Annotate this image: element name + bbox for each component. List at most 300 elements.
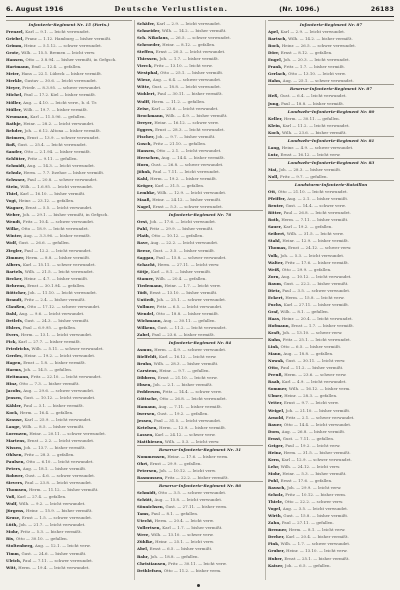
casualty-entry — [6, 521, 132, 528]
casualty-name: Kruse, — [6, 515, 21, 521]
casualty-details: Fritz — 1.7. — bisher vermißt. — [283, 64, 346, 70]
casualty-entry — [268, 308, 394, 315]
casualty-name: Ott, — [268, 189, 277, 195]
casualty-details: Karl — 8.1. — bisher vermißt. — [151, 268, 212, 274]
casualty-entry — [137, 403, 263, 410]
casualty-name: Rix, — [6, 536, 15, 542]
casualty-name: Brandt, — [6, 296, 23, 302]
casualty-details: Joh. — 10.12. — leicht verw. — [159, 467, 217, 473]
casualty-name: Roth, — [268, 217, 281, 223]
casualty-entry — [268, 470, 394, 477]
casualty-name: Heeschen, — [137, 154, 161, 160]
casualty-details: Wilh. — 8.5. — bisher vermißt. — [22, 423, 85, 429]
casualty-name: Hansen, — [137, 147, 156, 153]
casualty-name: Tams, — [137, 511, 150, 517]
casualty-entry — [268, 100, 394, 107]
casualty-details: Otto — 6.5. — bisher vermißt. — [280, 344, 342, 350]
casualty-entry — [137, 83, 263, 90]
casualty-details: Wilh. — 24.12. — leicht verw. — [280, 463, 341, 469]
casualty-name: Behrens, — [6, 282, 26, 288]
casualty-name: Zabel, — [137, 332, 151, 338]
section-heading: Infanterie-Regiment Nr. 76 — [137, 210, 263, 218]
casualty-name: Bielfeldt, — [137, 354, 158, 360]
casualty-name: Heitmann, — [6, 374, 30, 380]
casualty-entry — [137, 203, 263, 210]
casualty-entry — [268, 364, 394, 371]
casualty-details: Wilh. — 28.3. — bisher vermißt. — [153, 361, 219, 367]
section-heading: Reserve-Infanterie-Regiment Nr. 86 — [137, 481, 263, 489]
casualty-details: Wilh. — 15.5. Bremen — leicht verw. — [21, 50, 96, 56]
casualty-name: Dethlefsen, — [137, 567, 163, 573]
casualty-name: Nissen, — [6, 444, 23, 450]
casualty-entry — [6, 465, 132, 472]
casualty-details: Paul — 27.11. — gefallen. — [281, 520, 334, 526]
casualty-name: Sommer, — [268, 386, 288, 392]
casualty-name: Ohrt, — [137, 460, 149, 466]
casualty-name: Ernst, — [268, 435, 282, 441]
casualty-entry — [268, 129, 394, 136]
casualty-name: Lorenzen, — [6, 430, 29, 436]
casualty-details: Paul — 17.2. Kiel — bisher vermißt. — [23, 92, 97, 98]
casualty-name: Jacobs, — [6, 388, 22, 394]
casualty-name: Sander, — [6, 148, 23, 154]
casualty-name: Vogt, — [6, 198, 18, 204]
casualty-entry — [6, 239, 132, 246]
casualty-name: Christiansen, — [137, 560, 167, 566]
casualty-details: Karl — 12.9. — schwer verwundet. — [281, 456, 352, 462]
casualty-details: Karl — 25.9. — leicht verwundet. — [24, 416, 92, 422]
casualty-details: Otto — 6.10. — leicht verwundet. — [26, 458, 94, 464]
casualty-entry — [137, 467, 263, 474]
casualty-details: Paul — 23.8. — leicht verwundet. — [24, 480, 93, 486]
casualty-entry — [6, 507, 132, 514]
casualty-entry — [137, 395, 263, 402]
casualty-details: Karl — 1.7. — bisher vermißt. — [162, 525, 223, 531]
column-left — [6, 20, 132, 580]
casualty-entry — [137, 381, 263, 388]
casualty-details: Otto — 11.2. — bisher verm. — [163, 567, 222, 573]
casualty-entry — [137, 474, 263, 481]
casualty-name: Hinz, — [6, 381, 18, 387]
casualty-details: Heinr. — 4.9. — schwer verwundet. — [281, 144, 354, 150]
casualty-entry — [268, 216, 394, 223]
casualty-details: Wilh. — 5.3. — leicht verw. — [164, 438, 220, 444]
casualty-entry — [137, 133, 263, 140]
casualty-entry — [137, 331, 263, 338]
casualty-name: Timm, — [6, 550, 21, 556]
footer-dot — [197, 584, 200, 587]
casualty-entry — [268, 173, 394, 180]
casualty-details: Heinr. — 1.7. — leicht verw. — [164, 282, 221, 288]
casualty-details: Fritz — 29.9. — bisher vermißt. — [149, 226, 214, 232]
casualty-entry — [268, 266, 394, 273]
casualty-details: Wilh. — 13.10. — schwer verw. — [151, 532, 214, 538]
casualty-entry — [268, 399, 394, 406]
casualty-details: Otto — 10.12. — gefallen. — [151, 233, 204, 239]
casualty-details: Wilh. — 21.5. — leicht verwundet. — [24, 268, 94, 274]
casualty-details: Ernst — 5.3. — schwer verwundet. — [152, 204, 223, 210]
casualty-name: Preuß, — [268, 372, 283, 378]
casualty-details: Gust. — 3.5. — bisher vermißt. — [152, 247, 216, 253]
casualty-entry — [268, 63, 394, 70]
casualty-details: Joh. — 28.3. — bisher vermißt. — [279, 166, 342, 172]
casualty-details: Herm. — 20.4. — leicht verw. — [154, 518, 214, 524]
casualty-name: Thomsen, — [6, 487, 28, 493]
casualty-details: Heinr. — 13.10. — leicht verw. — [286, 548, 348, 554]
casualty-details: Karl — 2.9. — leicht verwundet. — [156, 21, 222, 26]
casualty-name: Gosch, — [137, 140, 152, 146]
casualty-name: Stamer, — [137, 275, 155, 281]
casualty-name: Baum, — [268, 280, 283, 286]
casualty-entry — [137, 182, 263, 189]
casualty-name: Kraft, — [268, 330, 282, 336]
casualty-entry — [268, 252, 394, 259]
casualty-name: Otto, — [268, 365, 280, 371]
section-heading: Infanterie-Regiment Nr. 87 — [268, 20, 394, 28]
casualty-details: Karl — 20.4. — bisher vermißt. — [285, 534, 349, 540]
casualty-entry — [137, 317, 263, 324]
casualty-entry — [6, 91, 132, 98]
casualty-details: Heinr. — 28.3. — gefallen. — [284, 393, 338, 399]
casualty-details: Heinr. — 19.2. — leicht verwundet. — [24, 353, 96, 359]
casualty-details: Karl — 16.10. — bisher vermißt. — [20, 191, 86, 197]
casualty-details: Aug. — 25.1. — schwer verwundet. — [282, 78, 354, 84]
casualty-name: Horn, — [137, 161, 150, 167]
casualty-details: Herm. — 16.4. — gefallen. — [19, 409, 74, 415]
casualty-details: Herm. — 7.7. Itzehoe — bisher vermißt. — [23, 169, 105, 175]
casualty-name: Pohl, — [268, 478, 280, 483]
casualty-name: Möller, — [6, 99, 22, 105]
casualty-entry — [6, 70, 132, 77]
casualty-name: Ebsen, — [137, 382, 152, 388]
casualty-name: Carstens, — [137, 368, 158, 374]
casualty-name: Eckert, — [268, 294, 285, 300]
casualty-name: Ohlsen, — [6, 451, 23, 457]
casualty-details: Heinr. — 8.12. — gefallen. — [162, 42, 216, 48]
casualty-entry — [137, 417, 263, 424]
casualty-details: Joh. — 6.12. Altona — bisher vermißt. — [24, 127, 101, 133]
casualty-entry — [137, 296, 263, 303]
casualty-details: Ernst — 2.2. — leicht verwundet. — [27, 437, 95, 443]
casualty-entry — [6, 317, 132, 324]
casualty-details: Ernst — 29.9. — gefallen. — [149, 460, 202, 466]
casualty-name: Keller, — [268, 115, 283, 121]
casualty-details: Joh. — 29.1. — bisher vermißt, in Gefgsch. — [22, 212, 109, 218]
casualty-entry — [268, 484, 394, 491]
casualty-details: Joh. — 20.3. — leicht verwundet. — [283, 57, 350, 63]
casualty-entry — [6, 331, 132, 338]
casualty-name: Witte, — [137, 84, 151, 90]
page-number: 26183 — [370, 5, 394, 13]
casualty-entry — [137, 90, 263, 97]
casualty-name: Hagen, — [6, 360, 22, 366]
casualty-name: Schneider, — [137, 28, 161, 34]
casualty-name: Koch, — [268, 129, 281, 135]
casualty-details: Herm. — 8.8. — bisher vermißt. — [25, 254, 91, 260]
casualty-entry — [137, 374, 263, 381]
casualty-entry — [268, 35, 394, 42]
casualty-entry — [137, 55, 263, 62]
casualty-details: Fritz — 2.1. — schwer verwundet. — [285, 414, 355, 420]
casualty-entry — [268, 512, 394, 519]
casualty-name: Jöhnk, — [137, 168, 152, 174]
casualty-name: Kaiser, — [268, 562, 284, 568]
casualty-entry — [268, 223, 394, 230]
casualty-name: Dahl, — [6, 310, 18, 316]
casualty-details: Otto — 7.3. — bisher vermißt. — [19, 381, 80, 387]
casualty-name: Engel, — [268, 57, 283, 63]
casualty-details: Gust. — 10.12. — leicht verwundet. — [23, 395, 96, 401]
casualty-name: Kuhn, — [268, 337, 282, 343]
section-heading: Landwehr-Infanterie-Regiment Nr. 83 — [268, 158, 394, 166]
casualty-name: Thiele, — [268, 499, 284, 505]
casualty-entry — [137, 353, 263, 360]
section-heading: Reserve-Infanterie-Regiment Nr. 87 — [268, 84, 394, 92]
casualty-name: Göttsche, — [137, 396, 159, 402]
casualty-details: Karl — 16.12. — leicht verw. — [159, 354, 217, 360]
casualty-name: Fischer, — [137, 133, 155, 139]
casualty-entry — [6, 380, 132, 387]
casualty-details: Fritz — 30.11. — leicht verw. — [168, 560, 227, 566]
casualty-name: Rasmussen, — [137, 475, 164, 480]
casualty-name: Reuter, — [268, 203, 285, 209]
casualty-name: Rausch, — [268, 485, 286, 491]
casualty-entry — [268, 505, 394, 512]
casualty-name: Martens, — [6, 437, 26, 443]
casualty-entry — [268, 357, 394, 364]
casualty-name: Hofmann, — [268, 322, 290, 328]
casualty-name: Ehlers, — [6, 325, 22, 331]
casualty-details: Otto — 14.4. — leicht verwundet. — [283, 421, 352, 427]
casualty-name: Huber, — [268, 555, 284, 561]
casualty-details: Aug. — 29.6. — schwer verwundet. — [23, 388, 95, 394]
casualty-details: Aug. — 7.11. — bisher vermißt. — [158, 403, 222, 409]
casualty-entry — [6, 345, 132, 352]
casualty-name: Kröger, — [137, 183, 154, 189]
casualty-entry — [137, 268, 263, 275]
casualty-name: Mohr, — [268, 470, 282, 476]
casualty-entry — [268, 421, 394, 428]
casualty-name: Heß, — [268, 93, 279, 99]
casualty-details: Ernst — 25.1. — bisher vermißt. — [284, 555, 350, 561]
casualty-entry — [6, 275, 132, 282]
casualty-entry — [6, 366, 132, 373]
casualty-entry — [137, 388, 263, 395]
casualty-name: Mai, — [268, 166, 278, 172]
casualty-entry — [268, 540, 394, 547]
casualty-details: Joh. — 2.1. — bisher vermißt. — [153, 382, 213, 388]
casualty-details: Ernst — 1.7. — bisher vermißt. — [291, 322, 355, 328]
casualty-name: Grote, — [6, 50, 20, 56]
casualty-entry — [6, 550, 132, 557]
casualty-entry — [137, 424, 263, 431]
casualty-name: Wolf, — [6, 240, 18, 246]
casualty-name: Voß, — [6, 494, 16, 500]
casualty-name: Michel, — [6, 92, 23, 98]
casualty-entry — [268, 392, 394, 399]
casualty-name: Lembke, — [137, 190, 156, 196]
casualty-name: Vollmer, — [137, 303, 156, 309]
casualty-details: Wilh. — 1.6.95. — leicht verwundet. — [20, 184, 94, 190]
casualty-name: Pahl, — [137, 226, 149, 232]
casualty-entry — [137, 254, 263, 261]
casualty-entry — [137, 218, 263, 225]
casualty-name: Wirth, — [268, 513, 283, 519]
publication-title: Deutsche Verlustlisten. — [114, 5, 229, 13]
casualty-details: Gust. — 24.3. — bisher vermißt. — [24, 317, 90, 323]
casualty-name: Lang, — [268, 144, 281, 150]
casualty-details: Karl — 31.5. — gefallen. — [155, 183, 205, 189]
casualty-entry — [137, 538, 263, 545]
casualty-entry — [6, 211, 132, 218]
casualty-entry — [268, 435, 394, 442]
casualty-details: Wilh. — 4.9. — bisher vermißt. — [165, 112, 228, 118]
casualty-name: Wagner, — [6, 205, 25, 211]
casualty-entry — [268, 230, 394, 237]
casualty-details: Fritz — 14.4. — schwer verw. — [162, 389, 222, 395]
casualty-name: Matthiesen, — [137, 438, 164, 444]
casualty-name: Gerdes, — [6, 353, 23, 359]
casualty-entry — [6, 162, 132, 169]
casualty-name: Lutz, — [268, 151, 280, 157]
casualty-details: Herm. — 8.1. — leicht verw. — [288, 527, 346, 533]
casualty-name: Bahr, — [137, 553, 150, 559]
casualty-entry — [137, 112, 263, 119]
casualty-details: Ernst — 20.3. — leicht verwundet. — [155, 49, 226, 55]
header-rule — [6, 16, 394, 17]
casualty-entry — [137, 489, 263, 496]
casualty-entry — [137, 560, 263, 567]
casualty-name: Untiedt, — [137, 296, 156, 302]
casualty-entry — [137, 247, 263, 254]
casualty-entry — [6, 394, 132, 401]
casualty-entry — [6, 134, 132, 141]
casualty-name: Ulmer, — [268, 393, 283, 399]
casualty-entry — [268, 329, 394, 336]
casualty-details: Paul — 26.8. — leicht verwundet. — [283, 210, 351, 216]
casualty-name: Wree, — [137, 532, 150, 538]
column-right — [268, 20, 394, 580]
casualty-details: Wilh. — 20.4. — gefallen. — [155, 275, 207, 281]
casualty-name: Schmidt, — [6, 162, 26, 168]
casualty-details: Gust. — 15.8. — bisher vermißt. — [283, 513, 349, 519]
casualty-details: Fritz — 10.12. — bisher verm. — [285, 492, 347, 498]
casualty-name: Lange, — [6, 423, 21, 429]
casualty-entry — [6, 106, 132, 113]
casualty-details: Gust. — 26.6. — gefallen. — [18, 240, 70, 246]
casualty-details: Wilh. — 8.1. — gefallen. — [280, 308, 329, 314]
casualty-name: Stoltenberg, — [6, 543, 34, 549]
casualty-name: Frenzel, — [6, 29, 24, 35]
casualty-name: Harms, — [6, 367, 23, 373]
casualty-details: Aug. — 15.8. — leicht verwundet. — [154, 497, 223, 503]
casualty-name: Griebel, — [6, 36, 24, 42]
casualty-details: Ernst — 24.12. — schwer verw. — [288, 245, 352, 251]
casualty-entry — [137, 225, 263, 232]
casualty-details: Karl — 27.4. — gefallen. — [17, 494, 67, 500]
casualty-entry — [6, 387, 132, 394]
casualty-entry — [137, 168, 263, 175]
casualty-entry — [137, 27, 263, 34]
casualty-entry — [6, 56, 132, 63]
casualty-name: Tiedemann, — [137, 282, 164, 288]
casualty-entry — [268, 28, 394, 35]
casualty-entry — [6, 423, 132, 430]
casualty-entry — [268, 301, 394, 308]
casualty-entry — [6, 409, 132, 416]
casualty-name: Grimm, — [6, 43, 23, 49]
casualty-name: Nommensen, — [137, 453, 167, 459]
casualty-name: Wichmann, — [137, 317, 163, 323]
casualty-details: Otto — 30.10. — gefallen. — [15, 536, 68, 542]
casualty-details: Emil — 12.4. — gefallen. — [31, 64, 82, 70]
casualty-details: Paul — 7.11. — leicht verwundet. — [152, 168, 221, 174]
casualty-details: Herm. — 13.1. — leicht verwundet. — [20, 332, 93, 338]
casualty-entry — [137, 140, 263, 147]
casualty-entry — [268, 491, 394, 498]
casualty-entry — [137, 189, 263, 196]
casualty-details: Wilh. — 16.12. — bisher verm. — [288, 386, 351, 392]
casualty-entry — [268, 188, 394, 195]
casualty-entry — [6, 486, 132, 493]
casualty-name: Dreher, — [268, 534, 285, 540]
casualty-name: Hahn, — [268, 78, 282, 84]
casualty-name: Heinz, — [268, 449, 283, 455]
casualty-name: Mann, — [268, 351, 283, 357]
casualty-entry — [6, 528, 132, 535]
casualty-details: Otto — 25.1. — bisher vermißt. — [160, 70, 224, 76]
casualty-name: Ziegler, — [6, 247, 23, 253]
casualty-entry — [6, 148, 132, 155]
casualty-entry — [6, 514, 132, 521]
casualty-name: Vogel, — [268, 506, 282, 512]
casualty-details: Herm. — 4.9. — schwer verwundet. — [154, 347, 227, 353]
casualty-entry — [137, 275, 263, 282]
casualty-name: Hansen, — [6, 57, 25, 63]
casualty-details: Otto — 2.1.94. — bisher vermißt. — [24, 148, 92, 154]
casualty-details: Karl — 19.2. — gefallen. — [283, 224, 333, 230]
casualty-details: Herm. — 30.11. — gefallen. — [283, 115, 340, 121]
casualty-entry — [6, 444, 132, 451]
casualty-name: Walter, — [268, 259, 284, 265]
casualty-entry — [137, 282, 263, 289]
casualty-details: Karl — 27.7. — bisher vermißt. — [18, 339, 82, 345]
casualty-entry — [6, 289, 132, 296]
casualty-entry — [6, 296, 132, 303]
casualty-entry — [6, 42, 132, 49]
casualty-name: Müller, — [6, 106, 23, 112]
casualty-name: Scholz, — [268, 492, 284, 498]
casualty-details: Otto — 22.2. — schwer verw. — [284, 499, 344, 505]
casualty-entry — [268, 407, 394, 414]
casualty-details: Herm. — 19.2. — bisher vermißt. — [150, 176, 218, 182]
casualty-name: Dörr, — [268, 50, 280, 56]
casualty-entry — [6, 493, 132, 500]
casualty-details: Gust. — 26.8. — schwer verwundet. — [151, 161, 224, 167]
casualty-entry — [6, 564, 132, 571]
casualty-name: Mohr, — [6, 529, 20, 535]
casualty-name: Jensen, — [6, 395, 23, 401]
casualty-name: Wilkens, — [137, 325, 157, 331]
casualty-entry — [268, 449, 394, 456]
casualty-name: Schütt, — [137, 497, 154, 503]
casualty-name: Thiessen, — [137, 56, 159, 62]
casualty-name: Apel, — [268, 29, 280, 35]
casualty-entry — [137, 161, 263, 168]
casualty-name: Dietz, — [268, 287, 281, 293]
casualty-name: Weber, — [6, 212, 22, 218]
casualty-name: Kock, — [6, 409, 19, 415]
